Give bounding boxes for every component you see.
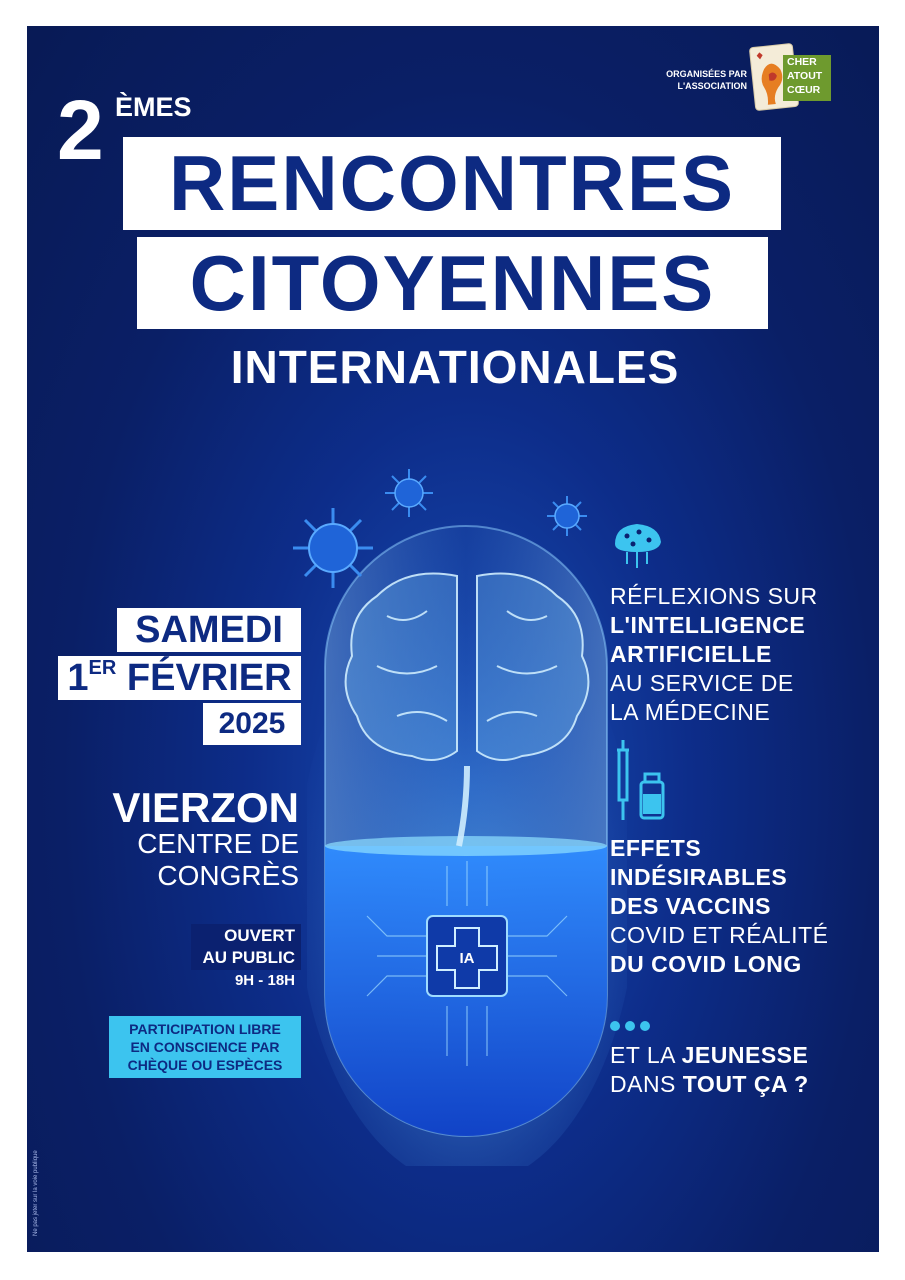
topic-vaccines-line-3: DES VACCINS (610, 893, 771, 919)
edition-suffix: ÈMES (115, 92, 192, 122)
topic-vaccines-line-2: INDÉSIRABLES (610, 864, 788, 890)
topic-vaccines (610, 834, 870, 979)
open-badge (191, 924, 301, 970)
date-suffix: ER (88, 657, 117, 679)
topic-ai-line-3: ARTIFICIELLE (610, 641, 772, 667)
organizer-line-2: L'ASSOCIATION (677, 81, 747, 91)
participation-line-2: EN CONSCIENCE PAR (130, 1039, 280, 1055)
syringe-vial-icon (607, 738, 667, 824)
logo-line-2: ATOUT (787, 70, 823, 82)
logo-line-1: CHER (787, 56, 817, 68)
topic-ai-line-1: RÉFLEXIONS SUR (610, 583, 818, 609)
topic-youth-line-1a: ET LA (610, 1042, 682, 1068)
edition-number: 2 (57, 83, 104, 177)
topic-vaccines-line-5: DU COVID LONG (610, 951, 802, 977)
topic-vaccines-line-1: EFFETS (610, 835, 702, 861)
poster (27, 26, 879, 1252)
topic-youth-line-1b: JEUNESSE (681, 1042, 809, 1068)
topic-youth-line-2a: DANS (610, 1071, 683, 1097)
logo-line-3: CŒUR (787, 84, 821, 96)
topic-ai-line-2: L'INTELLIGENCE (610, 612, 806, 638)
participation-line-1: PARTICIPATION LIBRE (129, 1021, 281, 1037)
venue-line-1: CENTRE DE (137, 828, 299, 859)
topic-ai-line-4: AU SERVICE DE (610, 670, 794, 696)
event-date (58, 656, 301, 700)
legal-note: Ne pas jeter sur la voie publique (33, 1150, 39, 1236)
virus-icon (289, 504, 377, 592)
virus-icon (545, 494, 589, 538)
participation-box (109, 1016, 301, 1078)
chip-label: IA (459, 950, 475, 967)
venue-line-2: CONGRÈS (157, 860, 299, 891)
participation-line-3: CHÈQUE OU ESPÈCES (127, 1057, 283, 1073)
topic-ai-line-5: LA MÉDECINE (610, 699, 771, 725)
topic-youth (610, 1041, 870, 1099)
title-line-1: RENCONTRES (123, 137, 781, 230)
date-month: FÉVRIER (126, 657, 292, 699)
topic-youth-line-2b: TOUT ÇA ? (682, 1071, 809, 1097)
title-line-3: INTERNATIONALES (230, 341, 680, 393)
organizer-text (666, 68, 747, 92)
open-line-1: OUVERT (224, 926, 295, 945)
open-line-2: AU PUBLIC (202, 948, 295, 967)
event-city: VIERZON (112, 784, 299, 831)
dots-icon (610, 1018, 655, 1036)
topic-vaccines-line-4: COVID ET RÉALITÉ (610, 922, 829, 948)
event-year: 2025 (203, 703, 301, 745)
association-logo (747, 46, 831, 116)
logo-text-box (783, 55, 831, 101)
brain-circuit-icon (607, 520, 669, 570)
event-day: SAMEDI (117, 608, 301, 652)
topic-ai (610, 582, 870, 727)
organizer-line-1: ORGANISÉES PAR (666, 69, 747, 79)
event-venue (67, 828, 299, 892)
virus-icon (383, 467, 435, 519)
title-line-2: CITOYENNES (137, 237, 768, 329)
date-number: 1 (67, 657, 89, 699)
event-hours: 9H - 18H (234, 972, 295, 989)
